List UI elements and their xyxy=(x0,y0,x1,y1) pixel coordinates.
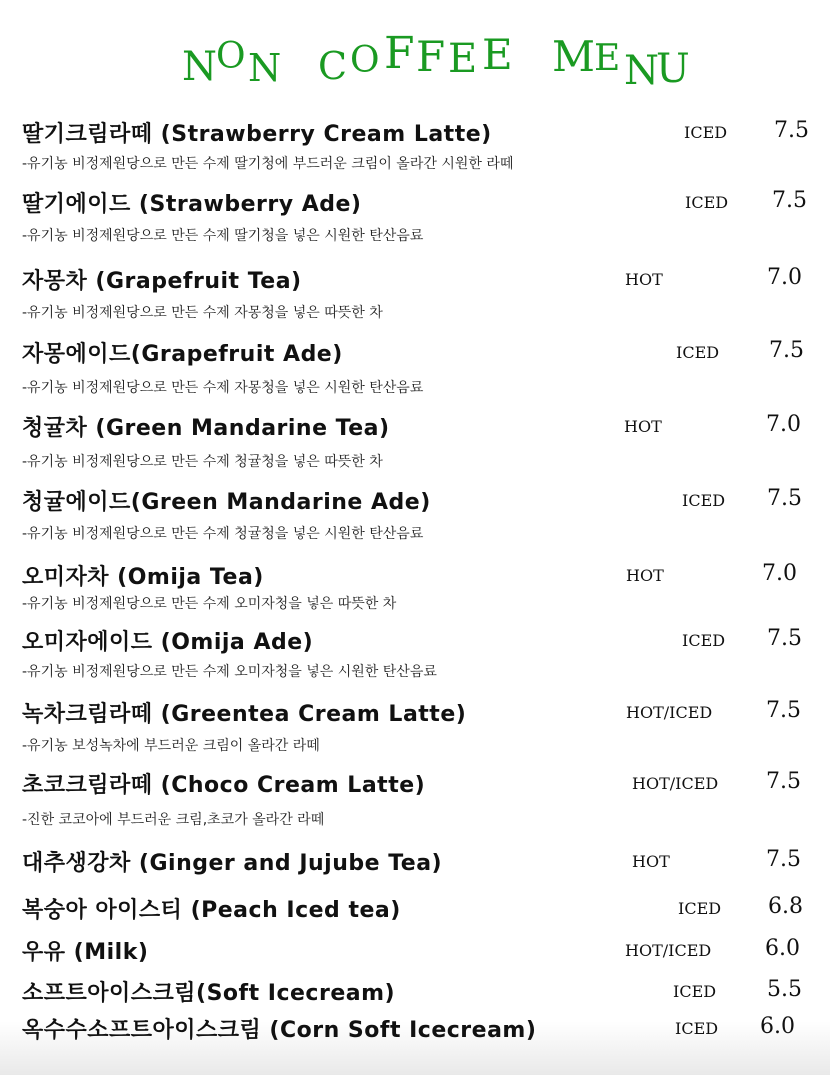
item-price: 7.5 xyxy=(766,698,801,723)
item-price: 5.5 xyxy=(767,977,802,1002)
item-price: 7.5 xyxy=(769,338,804,363)
item-price: 6.0 xyxy=(760,1014,795,1039)
item-description: -유기농 비정제원당으로 만든 수제 오미자청을 넣은 따뜻한 차 xyxy=(22,596,397,612)
title-letter: E xyxy=(594,38,621,79)
title-letter: N xyxy=(624,48,659,94)
item-temperature: ICED xyxy=(678,899,722,918)
item-name: 청귤차 (Green Mandarine Tea) xyxy=(22,416,390,441)
item-temperature: HOT/ICED xyxy=(625,941,712,960)
title-letter: O xyxy=(216,36,246,77)
item-price: 7.0 xyxy=(762,561,797,586)
title-letter: U xyxy=(656,46,690,92)
item-temperature: ICED xyxy=(675,1019,719,1038)
item-temperature: HOT xyxy=(624,417,662,436)
title-letter: F xyxy=(384,28,415,79)
item-temperature: HOT xyxy=(625,270,663,289)
item-temperature: HOT xyxy=(626,566,664,585)
item-price: 7.5 xyxy=(767,486,802,511)
title-letter: E xyxy=(482,30,513,79)
title-letter: E xyxy=(448,36,478,82)
item-price: 7.5 xyxy=(767,626,802,651)
item-temperature: ICED xyxy=(673,982,717,1001)
item-name: 자몽차 (Grapefruit Tea) xyxy=(22,269,302,294)
item-name: 초코크림라떼 (Choco Cream Latte) xyxy=(22,773,426,798)
item-temperature: ICED xyxy=(684,123,728,142)
item-description: -유기농 비정제원당으로 만든 수제 청귤청을 넣은 따뜻한 차 xyxy=(22,454,383,470)
item-name: 오미자차 (Omija Tea) xyxy=(22,565,264,590)
item-description: -유기농 비정제원당으로 만든 수제 딸기청에 부드러운 크림이 올라간 시원한 라떼 xyxy=(22,156,514,172)
item-price: 7.0 xyxy=(766,412,801,437)
menu-title xyxy=(0,24,830,94)
title-letter: N xyxy=(182,44,217,90)
item-price: 6.8 xyxy=(768,894,803,919)
item-description: -유기농 비정제원당으로 만든 수제 청귤청을 넣은 시원한 탄산음료 xyxy=(22,526,424,542)
item-name: 옥수수소프트아이스크림 (Corn Soft Icecream) xyxy=(22,1018,537,1043)
item-temperature: ICED xyxy=(676,343,720,362)
title-letter: F xyxy=(416,32,446,81)
item-name: 소프트아이스크림(Soft Icecream) xyxy=(22,981,396,1006)
item-name: 청귤에이드(Green Mandarine Ade) xyxy=(22,490,431,515)
item-description: -유기농 비정제원당으로 만든 수제 딸기청을 넣은 시원한 탄산음료 xyxy=(22,228,424,244)
item-temperature: ICED xyxy=(682,491,726,510)
item-name: 대추생강차 (Ginger and Jujube Tea) xyxy=(22,851,443,876)
item-temperature: HOT/ICED xyxy=(626,703,713,722)
title-letter: C xyxy=(318,44,348,88)
title-letter: N xyxy=(248,46,282,90)
title-letter: M xyxy=(552,32,596,81)
item-description: -유기농 비정제원당으로 만든 수제 자몽청을 넣은 시원한 탄산음료 xyxy=(22,380,424,396)
item-name: 복숭아 아이스티 (Peach Iced tea) xyxy=(22,898,401,923)
item-name: 녹차크림라떼 (Greentea Cream Latte) xyxy=(22,702,467,727)
item-price: 7.5 xyxy=(772,188,807,213)
item-description: -유기농 보성녹차에 부드러운 크림이 올라간 라떼 xyxy=(22,738,320,754)
item-description: -진한 코코아에 부드러운 크림,초코가 올라간 라떼 xyxy=(22,812,325,828)
item-price: 7.5 xyxy=(774,118,809,143)
item-price: 7.5 xyxy=(766,847,801,872)
item-temperature: ICED xyxy=(682,631,726,650)
item-temperature: HOT xyxy=(632,852,670,871)
item-temperature: HOT/ICED xyxy=(632,774,719,793)
item-price: 7.0 xyxy=(767,265,802,290)
item-price: 7.5 xyxy=(766,769,801,794)
item-name: 딸기크림라떼 (Strawberry Cream Latte) xyxy=(22,122,492,147)
item-name: 딸기에이드 (Strawberry Ade) xyxy=(22,192,362,217)
item-name: 오미자에이드 (Omija Ade) xyxy=(22,630,314,655)
item-name: 우유 (Milk) xyxy=(22,940,149,965)
title-letter: O xyxy=(350,40,380,81)
item-name: 자몽에이드(Grapefruit Ade) xyxy=(22,342,343,367)
item-description: -유기농 비정제원당으로 만든 수제 자몽청을 넣은 따뜻한 차 xyxy=(22,305,383,321)
item-price: 6.0 xyxy=(765,936,800,961)
item-temperature: ICED xyxy=(685,193,729,212)
item-description: -유기농 비정제원당으로 만든 수제 오미자청을 넣은 시원한 탄산음료 xyxy=(22,664,437,680)
